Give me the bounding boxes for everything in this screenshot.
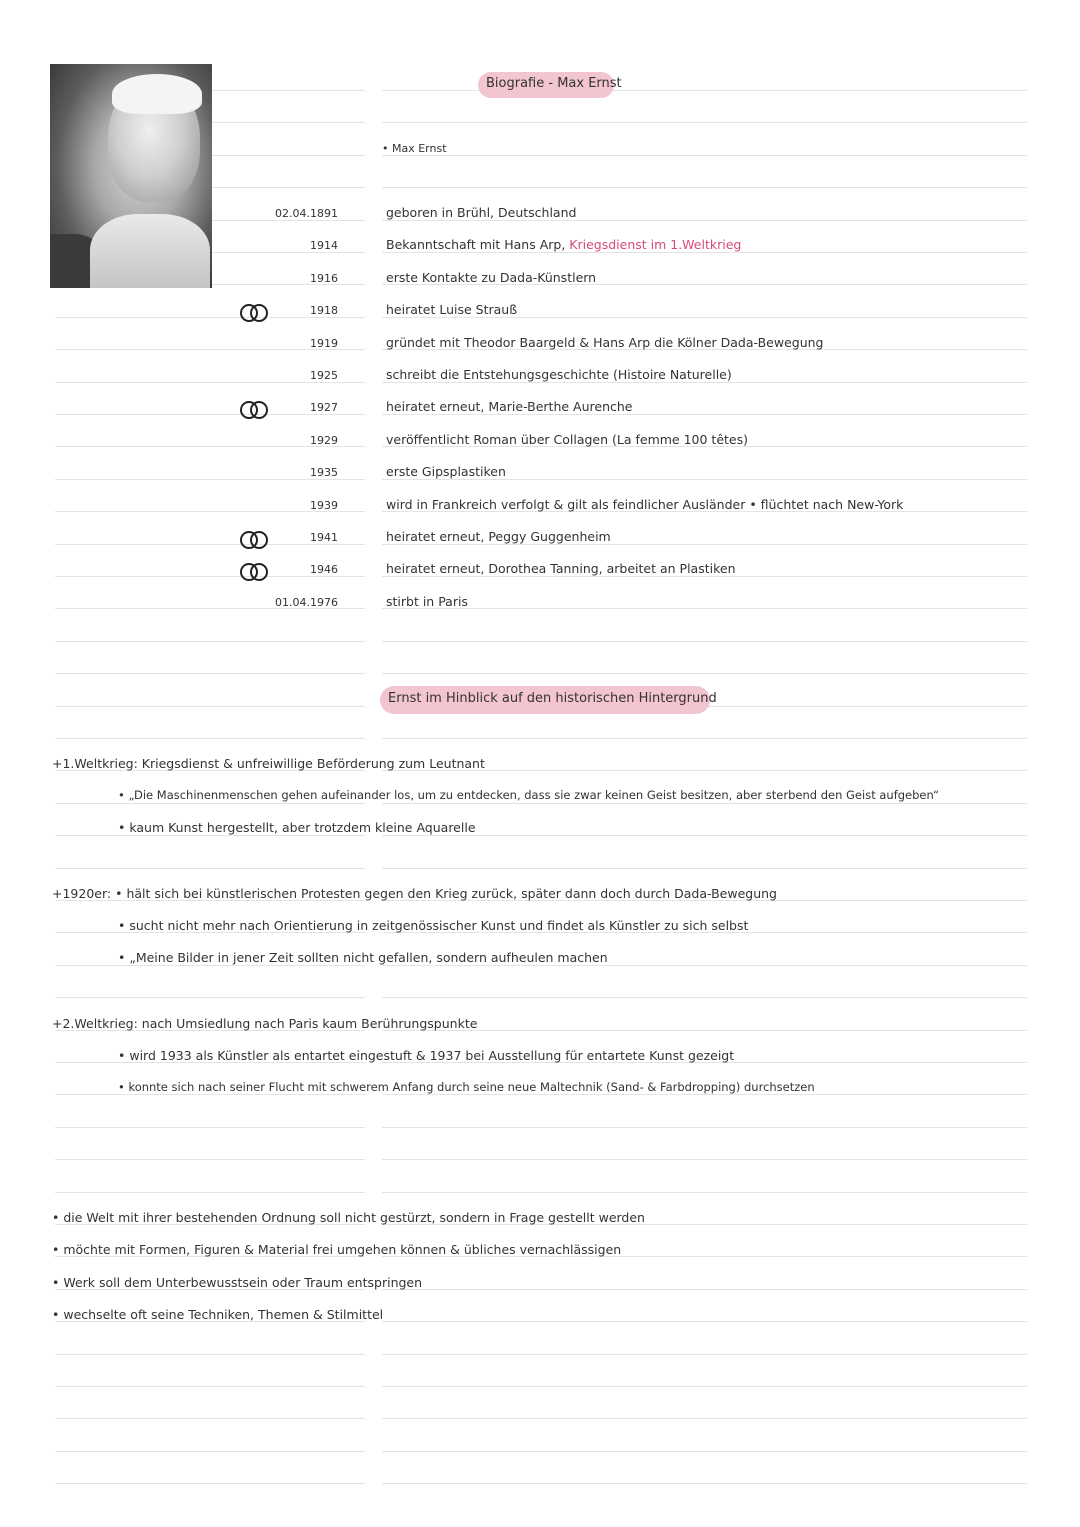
timeline-date: 02.04.1891 [275,207,338,220]
timeline-event: wird in Frankreich verfolgt & gilt als feindlicher Ausländer • flüchtet nach New-York [386,496,904,512]
history-line: • konnte sich nach seiner Flucht mit schwerem Anfang durch seine neue Maltechnik (Sand- & Farbdropping) durchsetzen [118,1080,815,1094]
portrait-photo [50,64,212,288]
history-line: • wird 1933 als Künstler als entartet eingestuft & 1937 bei Ausstellung für entartete Kunst gezeigt [118,1048,735,1063]
timeline-date: 1941 [310,531,338,544]
summary-bullet: • Werk soll dem Unterbewusstsein oder Traum entspringen [52,1274,423,1290]
timeline-event: stirbt in Paris [386,593,468,609]
wedding-rings-icon [240,562,270,580]
summary-bullet: • wechselte oft seine Techniken, Themen & Stilmittel [52,1307,384,1323]
summary-bullet: • möchte mit Formen, Figuren & Material frei umgehen können & übliches vernachlässigen [52,1242,622,1258]
timeline-date: 1927 [310,401,338,415]
timeline-date: 1925 [310,369,338,382]
timeline-date: 1918 [310,304,338,318]
timeline-date: 1914 [310,239,338,253]
timeline-date: 1916 [310,271,338,285]
history-heading: +2.Weltkrieg: nach Umsiedlung nach Paris kaum Berührungspunkte [52,1016,478,1031]
timeline-date: 1946 [310,563,338,577]
wedding-rings-icon [240,530,270,548]
timeline-date: 1929 [310,433,338,447]
timeline-event: erste Kontakte zu Dada-Künstlern [386,269,597,285]
page-title: Biografie - Max Ernst [486,76,622,91]
timeline-event: erste Gipsplastiken [386,464,506,480]
timeline-event: gründet mit Theodor Baargeld & Hans Arp die Kölner Dada-Bewegung [386,334,824,350]
timeline-date: 1919 [310,336,338,350]
timeline-event: veröffentlicht Roman über Collagen (La femme 100 têtes) [386,431,748,447]
subtitle: • Max Ernst [382,142,447,155]
timeline-date: 1939 [310,498,338,512]
wedding-rings-icon [240,303,270,321]
timeline-event: heiratet erneut, Dorothea Tanning, arbeitet an Plastiken [386,561,736,577]
history-heading: +1920er: • hält sich bei künstlerischen Protesten gegen den Krieg zurück, später dann doch durch Dada-Bewegung [52,886,777,901]
timeline-event: schreibt die Entstehungsgeschichte (Histoire Naturelle) [386,367,732,382]
history-line: • sucht nicht mehr nach Orientierung in zeitgenössischer Kunst und findet als Künstler zu sich selbst [118,918,749,933]
summary-bullet: • die Welt mit ihrer bestehenden Ordnung soll nicht gestürzt, sondern in Frage gestellt werden [52,1210,645,1225]
timeline-event: heiratet erneut, Marie-Berthe Aurenche [386,399,633,415]
section-title: Ernst im Hinblick auf den historischen Hintergrund [388,691,717,706]
timeline-event: Bekanntschaft mit Hans Arp, Kriegsdienst im 1.Weltkrieg [386,237,742,253]
timeline-date: 01.04.1976 [275,595,338,609]
timeline-event: heiratet erneut, Peggy Guggenheim [386,529,611,544]
history-heading: +1.Weltkrieg: Kriegsdienst & unfreiwillige Beförderung zum Leutnant [52,756,485,771]
timeline-date: 1935 [310,466,338,480]
wedding-rings-icon [240,400,270,418]
history-line: • „Meine Bilder in jener Zeit sollten nicht gefallen, sondern aufheulen machen [118,950,608,965]
history-line: • „Die Maschinenmenschen gehen aufeinander los, um zu entdecken, dass sie zwar keinen Geist besitzen, aber sterbend den Geist aufgeben“ [118,788,939,802]
timeline-event: heiratet Luise Strauß [386,302,518,318]
history-line: • kaum Kunst hergestellt, aber trotzdem kleine Aquarelle [118,820,476,835]
timeline-event: geboren in Brühl, Deutschland [386,205,577,220]
